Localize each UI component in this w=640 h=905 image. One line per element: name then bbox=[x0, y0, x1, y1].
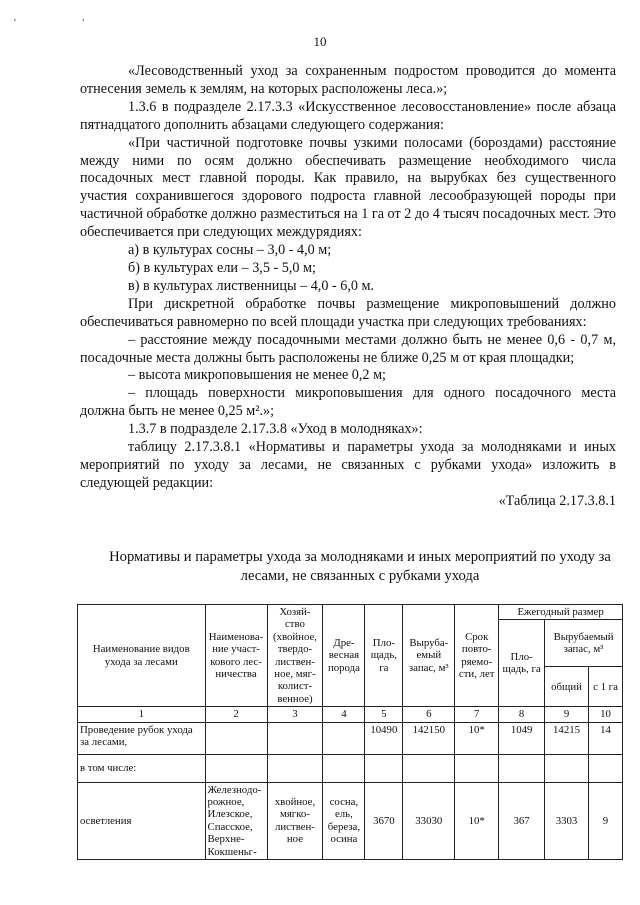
scan-marks: ' ' bbox=[14, 18, 117, 29]
cell: 10490 bbox=[365, 722, 403, 754]
cell bbox=[205, 722, 267, 754]
list-item: в) в культурах лиственницы – 4,0 - 6,0 м. bbox=[128, 277, 375, 294]
row-name: Проведение рубок ухода за лесами, bbox=[78, 722, 206, 754]
column-number: 7 bbox=[455, 707, 499, 722]
table-caption: «Таблица 2.17.3.8.1 bbox=[498, 492, 616, 509]
header-cell: Наименование видов ухода за лесами bbox=[78, 605, 206, 707]
cell: 10* bbox=[455, 782, 499, 859]
cell: 10* bbox=[455, 722, 499, 754]
cell: 367 bbox=[499, 782, 545, 859]
row-name: осветления bbox=[78, 782, 206, 859]
header-cell: Ежегодный размер bbox=[499, 605, 623, 620]
header-row bbox=[78, 605, 623, 620]
cell: 3670 bbox=[365, 782, 403, 859]
column-number-row bbox=[78, 707, 623, 722]
table-row bbox=[78, 782, 623, 859]
header-cell: Наименова-ние участ-кового лес-ничества bbox=[205, 605, 267, 707]
header-cell: общий bbox=[545, 667, 589, 707]
header-cell: Дре-весная порода bbox=[323, 605, 365, 707]
header-cell: Вырубаемый запас, м³ bbox=[545, 620, 623, 667]
cell bbox=[323, 722, 365, 754]
cell: 1049 bbox=[499, 722, 545, 754]
cell: хвойное, мягко-листвен-ное bbox=[267, 782, 323, 859]
paragraph: 1.3.6 в подразделе 2.17.3.3 «Искусственное лесовосстановление» после абзаца пятнадцатого дополнить абзацами следующего содержания: bbox=[80, 98, 616, 133]
header-cell: Пло-щадь, га bbox=[365, 605, 403, 707]
table-title: Нормативы и параметры ухода за молодняками и иных мероприятий по уходу за лесами, не связанных с рубками ухода bbox=[109, 549, 611, 584]
paragraph: – расстояние между посадочными местами должно быть не менее 0,6 - 0,7 м, посадочные места должны быть расположены не ближе 0,25 м от края площадки; bbox=[80, 331, 616, 366]
cell: 33030 bbox=[403, 782, 455, 859]
column-number: 8 bbox=[499, 707, 545, 722]
header-cell: Срок повто-ряемо-сти, лет bbox=[455, 605, 499, 707]
header-cell: с 1 га bbox=[589, 667, 623, 707]
column-number: 5 bbox=[365, 707, 403, 722]
column-number: 9 bbox=[545, 707, 589, 722]
row-name: в том числе: bbox=[78, 754, 206, 782]
cell: 14215 bbox=[545, 722, 589, 754]
table-row bbox=[78, 754, 623, 782]
cell: 142150 bbox=[403, 722, 455, 754]
column-number: 4 bbox=[323, 707, 365, 722]
header-cell: Выруба-емый запас, м³ bbox=[403, 605, 455, 707]
cell: 3303 bbox=[545, 782, 589, 859]
cell bbox=[267, 722, 323, 754]
page-number: 10 bbox=[313, 34, 327, 49]
paragraph: При дискретной обработке почвы размещение микроповышений должно обеспечиваться равномерно по всей площади участка при следующих требованиях: bbox=[80, 295, 616, 330]
list-item: а) в культурах сосны – 3,0 - 4,0 м; bbox=[128, 242, 332, 259]
paragraph: – высота микроповышения не менее 0,2 м; bbox=[128, 367, 386, 384]
norms-table bbox=[77, 604, 623, 860]
document-body bbox=[80, 63, 616, 511]
column-number: 1 bbox=[78, 707, 206, 722]
column-number: 2 bbox=[205, 707, 267, 722]
paragraph: «Лесоводственный уход за сохраненным подростом проводится до момента отнесения земель к землям, на которых расположены леса.»; bbox=[80, 63, 616, 97]
column-number: 10 bbox=[589, 707, 623, 722]
cell: Железнодо-рожное, Илезское, Спасское, Верхне-Кокшеньг- bbox=[205, 782, 267, 859]
paragraph: – площадь поверхности микроповышения для одного посадочного места должна быть не менее 0,25 м².»; bbox=[80, 385, 616, 420]
header-cell: Хозяй-ство (хвойное, твердо-листвен-ное, мяг-колист-венное) bbox=[267, 605, 323, 707]
list-item: б) в культурах ели – 3,5 - 5,0 м; bbox=[128, 259, 316, 276]
cell: сосна, ель, береза, осина bbox=[323, 782, 365, 859]
table-row bbox=[78, 722, 623, 754]
header-cell: Пло-щадь, га bbox=[499, 620, 545, 707]
paragraph: 1.3.7 в подразделе 2.17.3.8 «Уход в молодняках»: bbox=[128, 421, 423, 438]
paragraph: таблицу 2.17.3.8.1 «Нормативы и параметры ухода за молодняками и иных мероприятий по уходу за лесами, не связанных с рубками ухода» изложить в следующей редакции: bbox=[80, 439, 616, 491]
column-number: 6 bbox=[403, 707, 455, 722]
cell: 9 bbox=[589, 782, 623, 859]
column-number: 3 bbox=[267, 707, 323, 722]
cell: 14 bbox=[589, 722, 623, 754]
paragraph: «При частичной подготовке почвы узкими полосами (бороздами) расстояние между ними по осям должно обеспечивать размещение необходимого числа посадочных мест главной породы. Как правило, на вырубках без существенного участия сохранившегося здорового подроста главной лесообразующей породы при частичной обработке должно разместиться на 1 га от 2 до 4 тысяч посадочных мест. Это обеспечивается при следующих междурядиях: bbox=[80, 134, 616, 241]
